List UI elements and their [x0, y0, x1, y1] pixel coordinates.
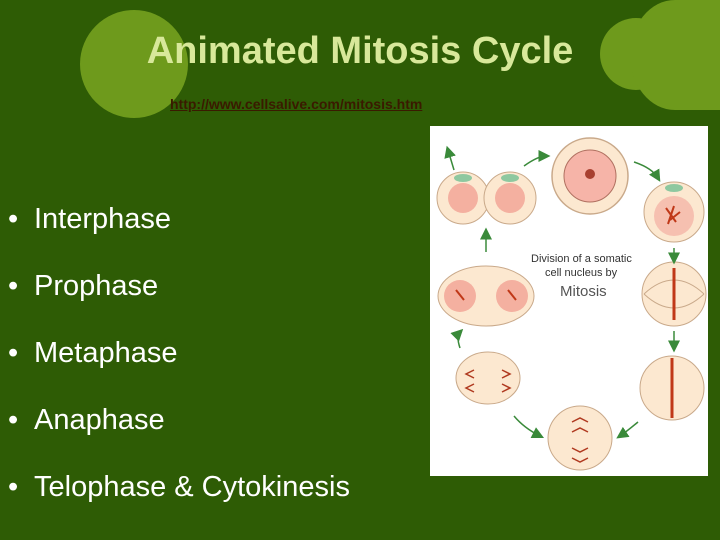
mitosis-diagram	[430, 126, 708, 476]
bullet-item	[8, 464, 350, 531]
bullet-glyph: •	[8, 337, 19, 369]
bullet-glyph: •	[8, 471, 19, 503]
bullet-list	[8, 196, 350, 531]
cell-metaphase	[642, 262, 706, 326]
bullet-glyph: •	[8, 203, 19, 235]
diagram-caption-word: Mitosis	[560, 283, 607, 300]
cell-telophase	[438, 266, 534, 326]
bullet-item	[8, 397, 350, 464]
mitosis-diagram-svg	[430, 126, 708, 476]
bullet-item	[8, 330, 350, 397]
diagram-caption-line2: cell nucleus by	[545, 267, 618, 279]
cell-daughter-left-a	[437, 172, 489, 224]
bullet-text: Telophase & Cytokinesis	[34, 471, 350, 503]
bullet-item	[8, 263, 350, 330]
cell-late-anaphase	[456, 352, 520, 404]
bullet-text: Metaphase	[34, 337, 178, 369]
slide-title: Animated Mitosis Cycle	[146, 30, 574, 72]
cell-early-anaphase	[640, 356, 704, 420]
bullet-glyph: •	[8, 270, 19, 302]
bullet-item	[8, 196, 350, 263]
cell-daughter-left-b	[484, 172, 536, 224]
diagram-caption-line1: Division of a somatic	[531, 253, 632, 265]
bullet-glyph: •	[8, 404, 19, 436]
cell-prophase	[644, 182, 704, 242]
cell-anaphase	[548, 406, 612, 470]
source-link[interactable]: http://www.cellsalive.com/mitosis.htm	[170, 96, 423, 112]
bullet-text: Interphase	[34, 203, 172, 235]
bullet-text: Anaphase	[34, 404, 165, 436]
cell-interphase	[552, 138, 628, 214]
bullet-text: Prophase	[34, 270, 159, 302]
